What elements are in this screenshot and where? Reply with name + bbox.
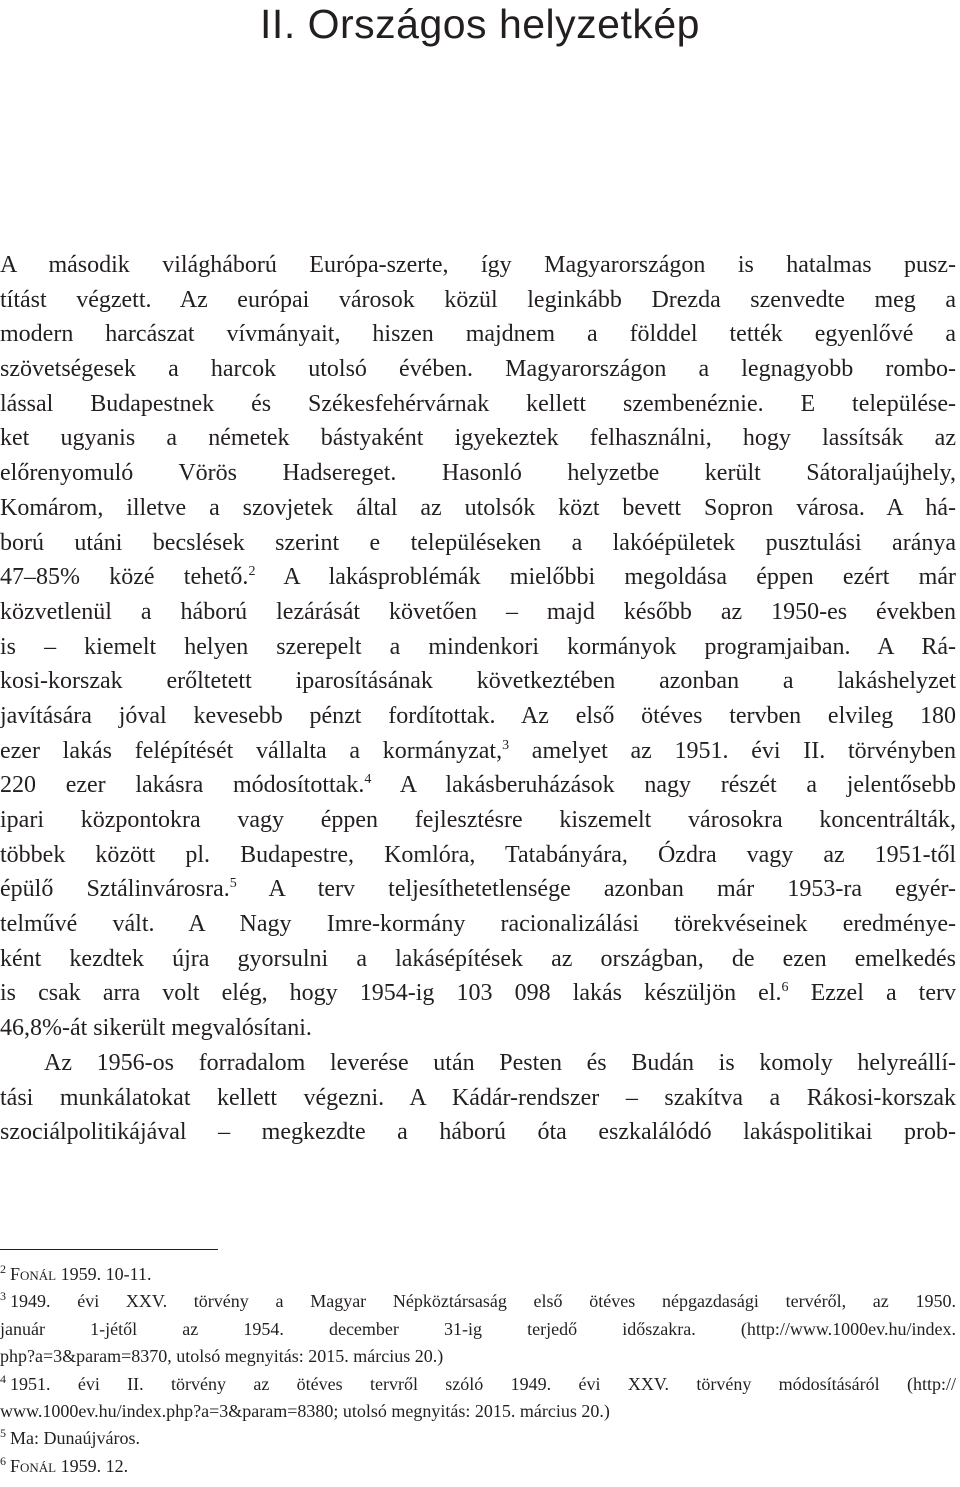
text-segment: 46,8%-át sikerült megvalósítani. xyxy=(0,1015,312,1042)
text-segment: lással Budapestnek és Székesfehérvárnak kellett szembenéznie. E települése- xyxy=(0,390,956,417)
text-segment: A terv teljesíthetetlensége azonban már 1953-ra egyér- xyxy=(236,876,956,903)
text-segment: ipari központokra vagy éppen fejlesztésre kiszemelt városokra koncentrálták, xyxy=(0,807,956,833)
text-segment: szociálpolitikájával – megkezdte a háború óta eszkalálódó lakáspolitikai prob- xyxy=(0,1119,956,1146)
body-line xyxy=(0,560,956,595)
footnote-line xyxy=(0,1371,956,1398)
text-segment: többek között pl. Budapestre, Komlóra, Tatabányára, Ózdra vagy az 1951-től xyxy=(0,841,956,868)
body-text xyxy=(0,248,956,1150)
text-segment: előrenyomuló Vörös Hadsereget. Hasonló helyzetbe került Sátoraljaújhely, xyxy=(0,460,956,487)
footnote-reference[interactable]: 4 xyxy=(364,772,372,788)
body-line xyxy=(0,248,956,283)
text-segment: ket ugyanis a németek bástyaként igyekeztek felhasználni, hogy lassítsák az xyxy=(0,425,956,452)
footnote-line xyxy=(0,1288,956,1315)
footnote-text: 1959. 12. xyxy=(56,1455,129,1476)
footnote-line xyxy=(0,1453,956,1480)
footnote-reference[interactable]: 3 xyxy=(502,737,510,753)
footnote-text: 1959. 10-11. xyxy=(56,1264,152,1284)
text-segment: szövetségesek a harcok utolsó évében. Magyarországon a legnagyobb rombo- xyxy=(0,356,956,383)
body-line xyxy=(0,317,956,352)
body-line xyxy=(0,526,956,561)
body-line xyxy=(0,1011,956,1046)
body-line xyxy=(0,872,956,907)
footnote-reference[interactable]: 6 xyxy=(781,980,789,996)
body-line xyxy=(0,630,956,665)
text-segment: A második világháború Európa-szerte, így Magyarországon is hatalmas pusz- xyxy=(0,252,956,278)
text-segment: ként kezdtek újra gyorsulni a lakásépítések az országban, de ezen emelkedés xyxy=(0,945,956,972)
body-line xyxy=(0,1046,956,1081)
body-line xyxy=(0,664,956,699)
text-segment: Az 1956-os forradalom leverése után Pesten és Budán is komoly helyreállí- xyxy=(44,1049,956,1076)
body-line xyxy=(0,699,956,734)
text-segment: telművé vált. A Nagy Imre-kormány racionalizálási törekvéseinek eredménye- xyxy=(0,911,956,938)
footnote-number: 2 xyxy=(0,1262,6,1276)
footnote-reference[interactable]: 2 xyxy=(248,564,256,580)
body-line xyxy=(0,768,956,803)
body-line xyxy=(0,352,956,387)
body-line xyxy=(0,1115,956,1150)
text-segment: javítására jóval kevesebb pénzt fordítottak. Az első ötéves tervben elvileg 180 xyxy=(0,702,956,729)
body-line xyxy=(0,907,956,942)
footnote xyxy=(0,1425,956,1452)
body-line xyxy=(0,942,956,977)
footnote-text: Ma: Dunaújváros. xyxy=(10,1428,140,1449)
footnote-line xyxy=(0,1425,956,1452)
text-segment: közvetlenül a háború lezárását követően – majd később az 1950-es években xyxy=(0,598,956,625)
text-segment: modern harcászat vívmányait, hiszen majdnem a földdel tették egyenlővé a xyxy=(0,321,956,348)
footnote xyxy=(0,1261,956,1288)
body-line xyxy=(0,387,956,422)
author-name: Fonál xyxy=(10,1264,57,1284)
footnote-text: 1951. évi II. törvény az ötéves tervről szóló 1949. évi XXV. törvény módosításáról (http:// xyxy=(10,1373,956,1394)
footnote xyxy=(0,1453,956,1480)
text-segment: 47–85% közé tehető. xyxy=(0,564,249,591)
footnote-line xyxy=(0,1343,956,1370)
body-line xyxy=(0,1081,956,1116)
footnote-text: január 1-jétől az 1954. december 31-ig terjedő időszakra. (http://www.1000ev.hu/index. xyxy=(0,1318,956,1339)
body-line xyxy=(0,838,956,873)
text-segment: is – kiemelt helyen szerepelt a mindenkori kormányok programjaiban. A Rá- xyxy=(0,633,956,660)
text-segment: 220 ezer lakásra módosítottak. xyxy=(0,772,365,799)
author-name: Fonál xyxy=(10,1455,57,1476)
text-segment: títást végzett. Az európai városok közül leginkább Drezda szenvedte meg a xyxy=(0,286,956,313)
footnote-line xyxy=(0,1316,956,1343)
text-segment: Komárom, illetve a szovjetek által az utolsók közt bevett Sopron városa. A há- xyxy=(0,494,956,521)
body-line xyxy=(0,491,956,526)
footnote-text: php?a=3&param=8370, utolsó megnyitás: 2015. március 20.) xyxy=(0,1346,444,1367)
text-segment: Ezzel a terv xyxy=(788,980,956,1007)
footnote-reference[interactable]: 5 xyxy=(229,876,237,892)
footnote-line xyxy=(0,1398,956,1425)
footnote xyxy=(0,1288,956,1370)
footnote-text: www.1000ev.hu/index.php?a=3&param=8380; utolsó megnyitás: 2015. március 20.) xyxy=(0,1400,610,1421)
text-segment: épülő Sztálinvárosra. xyxy=(0,876,230,903)
text-segment: ezer lakás felépítését vállalta a kormányzat, xyxy=(0,737,503,764)
footnote-number: 5 xyxy=(0,1426,6,1441)
text-segment: ború utáni becslések szerint e településeken a lakóépületek pusztulási aránya xyxy=(0,529,956,556)
text-segment: is csak arra volt elég, hogy 1954-ig 103 098 lakás készüljön el. xyxy=(0,980,782,1007)
footnote xyxy=(0,1371,956,1426)
body-line xyxy=(0,595,956,630)
footnotes xyxy=(0,1261,956,1480)
body-line xyxy=(0,283,956,318)
body-line xyxy=(0,976,956,1011)
body-line xyxy=(0,803,956,838)
footnote-number: 6 xyxy=(0,1453,6,1468)
footnote-line xyxy=(0,1261,956,1288)
footnote-text: 1949. évi XXV. törvény a Magyar Népköztársaság első ötéves népgazdasági tervéről, az 1950. xyxy=(10,1291,956,1312)
footnote-number: 3 xyxy=(0,1289,6,1304)
footnote-separator xyxy=(0,1249,218,1250)
chapter-title: II. Országos helyzetkép xyxy=(260,1,700,47)
text-segment: A lakásberuházások nagy részét a jelentősebb xyxy=(371,772,956,799)
body-line xyxy=(0,456,956,491)
footnote-number: 4 xyxy=(0,1371,6,1386)
body-line xyxy=(0,421,956,456)
text-segment: tási munkálatokat kellett végezni. A Kádár-rendszer – szakítva a Rákosi-korszak xyxy=(0,1084,956,1111)
text-segment: kosi-korszak erőltetett iparosításának következtében azonban a lakáshelyzet xyxy=(0,668,956,695)
body-line xyxy=(0,734,956,769)
text-segment: A lakásproblémák mielőbbi megoldása éppen ezért már xyxy=(255,564,956,591)
text-segment: amelyet az 1951. évi II. törvényben xyxy=(509,737,956,764)
